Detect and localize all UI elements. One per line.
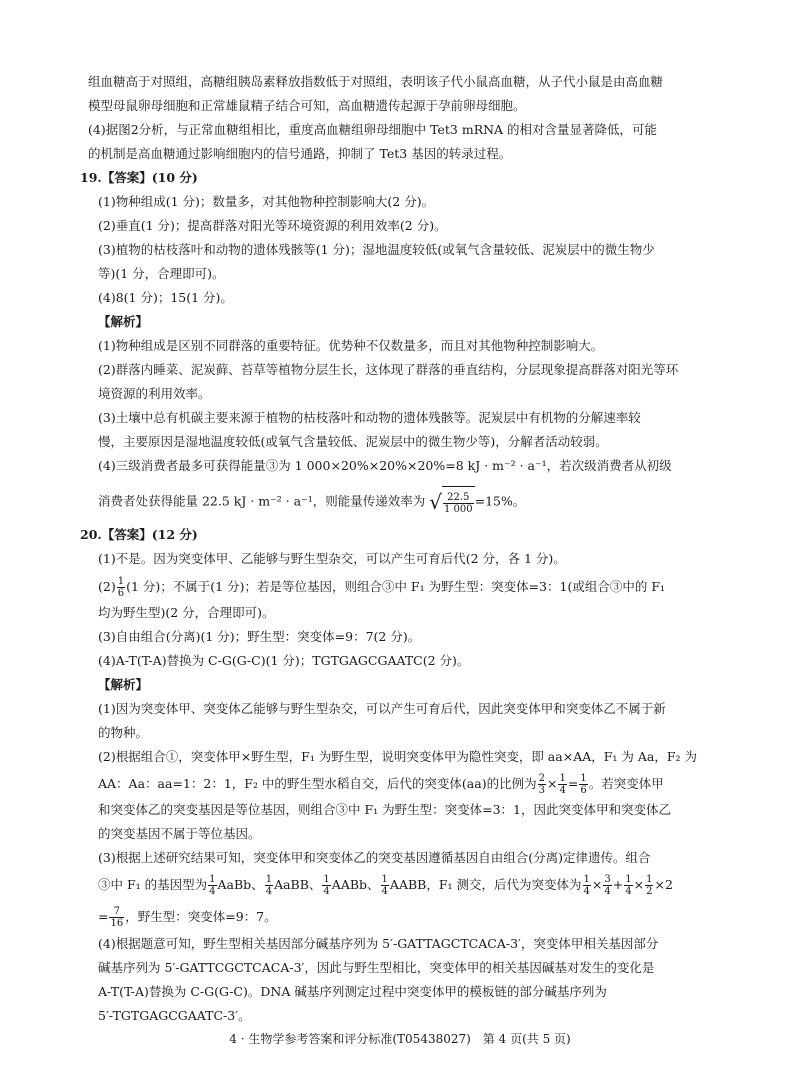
text-line: A-T(T-A)替换为 C-G(G-C)。DNA 碱基序列测定过程中突变体甲的模板链的部分碱基序列为 — [98, 984, 607, 999]
text-line: (4)A-T(T-A)替换为 C-G(G-C)(1 分)；TGTGAGCGAATC(2 分)。 — [98, 653, 470, 668]
fraction: $\frac{1}{4}$ — [625, 874, 632, 897]
text-line: 的机制是高血糖通过影响细胞内的信号通路，抑制了 Tet3 基因的转录过程。 — [88, 146, 512, 161]
text-segment: (2) — [98, 579, 116, 594]
fraction: $\frac{1}{2}$ — [646, 874, 653, 897]
text-line: 慢，主要原因是湿地温度较低(或氧气含量较低、泥炭层中的微生物少等)，分解者活动较弱。 — [98, 434, 608, 449]
text-line: = $\frac{7}{16}$ ，野生型：突变体=9：7。 — [98, 906, 277, 929]
text-line: 的物种。 — [98, 725, 149, 740]
q20-answer-heading: 20.【答案】(12 分) — [80, 527, 198, 542]
text-segment: 消费者处获得能量 22.5 kJ · m⁻² · a⁻¹，则能量传递效率为 — [98, 493, 426, 509]
q20-analysis-heading: 【解析】 — [98, 677, 149, 692]
text-segment: =15%。 — [474, 493, 526, 509]
text-line: (3)根据上述研究结果可知，突变体甲和突变体乙的突变基因遵循基因自由组合(分离)定律遗传。组合 — [98, 850, 651, 865]
text-line: (4)8(1 分)；15(1 分)。 — [98, 290, 233, 305]
text-line: (3)自由组合(分离)(1 分)；野生型：突变体=9：7(2 分)。 — [98, 629, 421, 644]
q19-answer-heading: 19.【答案】(10 分) — [80, 170, 198, 185]
text-line: (2)根据组合①，突变体甲×野生型，F₁ 为野生型，说明突变体甲为隐性突变，即 aa×AA，F₁ 为 Aa，F₂ 为 — [98, 749, 698, 764]
text-line: AA：Aa：aa=1：2：1，F₂ 中的野生型水稻自交，后代的突变体(aa)的比例为 $\frac{2}{3}$ × $\frac{1}{4}$ = $\frac{1}{6}$ 。若突变体甲 — [98, 773, 664, 796]
text-line: (1)不是。因为突变体甲、乙能够与野生型杂交，可以产生可育后代(2 分，各 1 分)。 — [98, 551, 566, 566]
text-line: 等)(1 分，合理即可)。 — [98, 266, 225, 281]
q19-analysis-heading: 【解析】 — [98, 314, 149, 329]
fraction: $\frac{1}{4}$ — [583, 874, 590, 897]
text-line: 和突变体乙的突变基因是等位基因，则组合③中 F₁ 为野生型：突变体=3：1，因此突变体甲和突变体乙 — [98, 802, 672, 817]
fraction: $\frac{1}{6}$ — [117, 576, 125, 599]
text-line: 碱基序列为 5′-GATTCGCTCACA-3′，因此与野生型相比，突变体甲的相关基因碱基对发生的变化是 — [98, 960, 655, 975]
fraction: $\frac{1}{4}$ — [323, 874, 330, 897]
text-segment: (1 分)；不属于(1 分)；若是等位基因，则组合③中 F₁ 为野生型：突变体=3：1(或组合③中的 F₁ — [126, 579, 665, 594]
text-line: ③中 F₁ 的基因型为 $\frac{1}{4}$ AaBb、 $\frac{1}{4}$ AaBB、 $\frac{1}{4}$ AABb、 $\frac{1}{4}$ AABB，F₁ 测交，后代为突变体为 $\frac{1}{4}$ × $\frac{3}{4}$ + $\frac{1}{4}$ × $\frac{1}{2}$ ×2 — [98, 874, 673, 897]
fraction: $\frac{1}{4}$ — [559, 773, 566, 796]
fraction: $\frac{1}{4}$ — [265, 874, 273, 897]
text-line: (2)群落内睡菜、泥炭藓、苔草等植物分层生长，这体现了群落的垂直结构，分层现象提高群落对阳光等环 — [98, 362, 679, 377]
text-line: 模型母鼠卵母细胞和正常雄鼠精子结合可知，高血糖遗传起源于孕前卵母细胞。 — [88, 98, 526, 113]
text-line: (2)垂直(1 分)；提高群落对阳光等环境资源的利用效率(2 分)。 — [98, 218, 447, 233]
text-segment: ，野生型：突变体=9：7。 — [125, 909, 277, 924]
text-line: (4)据图2分析，与正常血糖组相比，重度高血糖组卵母细胞中 Tet3 mRNA 的相对含量显著降低，可能 — [88, 122, 658, 137]
sqrt-expression: √ $\frac{22.5}{1 000}$ — [429, 486, 474, 518]
fraction-numerator: 22.5 — [443, 492, 474, 504]
text-segment: ③中 F₁ 的基因型为 — [98, 877, 208, 892]
text-segment: 。若突变体甲 — [588, 776, 664, 791]
fraction: $\frac{3}{4}$ — [604, 874, 611, 897]
text-line: (1)物种组成(1 分)；数量多，对其他物种控制影响大(2 分)。 — [98, 194, 435, 209]
fraction: $\frac{1}{4}$ — [209, 874, 216, 897]
page-footer: 4 · 生物学参考答案和评分标准(T05438027) 第 4 页(共 5 页) — [229, 1032, 571, 1046]
fraction: $\frac{1}{4}$ — [381, 874, 388, 897]
text-line: 组血糖高于对照组，高糖组胰岛素释放指数低于对照组，表明该子代小鼠高血糖，从子代小鼠是由高血糖 — [88, 74, 664, 89]
text-line: 境资源的利用效率。 — [98, 386, 211, 401]
fraction: $\frac{7}{16}$ — [110, 906, 124, 929]
fraction: $\frac{2}{3}$ — [538, 773, 545, 796]
text-line-efficiency — [98, 486, 743, 518]
text-line: (4)三级消费者最多可获得能量③为 1 000×20%×20%×20%=8 kJ · m⁻² · a⁻¹，若次级消费者从初级 — [98, 458, 672, 473]
text-line: (1)物种组成是区别不同群落的重要特征。优势种不仅数量多，而且对其他物种控制影响大。 — [98, 338, 604, 353]
text-line: 5′-TGTGAGCGAATC-3′。 — [98, 1008, 251, 1023]
text-line: (1)因为突变体甲、突变体乙能够与野生型杂交，可以产生可育后代，因此突变体甲和突变体乙不属于新 — [98, 701, 666, 716]
text-line — [98, 572, 743, 602]
text-line: (4)根据题意可知，野生型相关基因部分碱基序列为 5′-GATTAGCTCACA-3′，突变体甲相关基因部分 — [98, 936, 659, 951]
text-line: (3)土壤中总有机碳主要来源于植物的枯枝落叶和动物的遗体残骸等。泥炭层中有机物的分解速率较 — [98, 410, 641, 425]
text-line: (3)植物的枯枝落叶和动物的遗体残骸等(1 分)；湿地温度较低(或氧气含量较低、泥炭层中的微生物少 — [98, 242, 655, 257]
fraction: $\frac{1}{6}$ — [580, 773, 587, 796]
text-segment: AA：Aa：aa=1：2：1，F₂ 中的野生型水稻自交，后代的突变体(aa)的比例为 — [98, 776, 537, 791]
text-line: 均为野生型)(2 分，合理即可)。 — [98, 605, 275, 620]
fraction-denominator: 1 000 — [443, 504, 473, 515]
text-line: 的突变基因不属于等位基因。 — [98, 826, 261, 841]
